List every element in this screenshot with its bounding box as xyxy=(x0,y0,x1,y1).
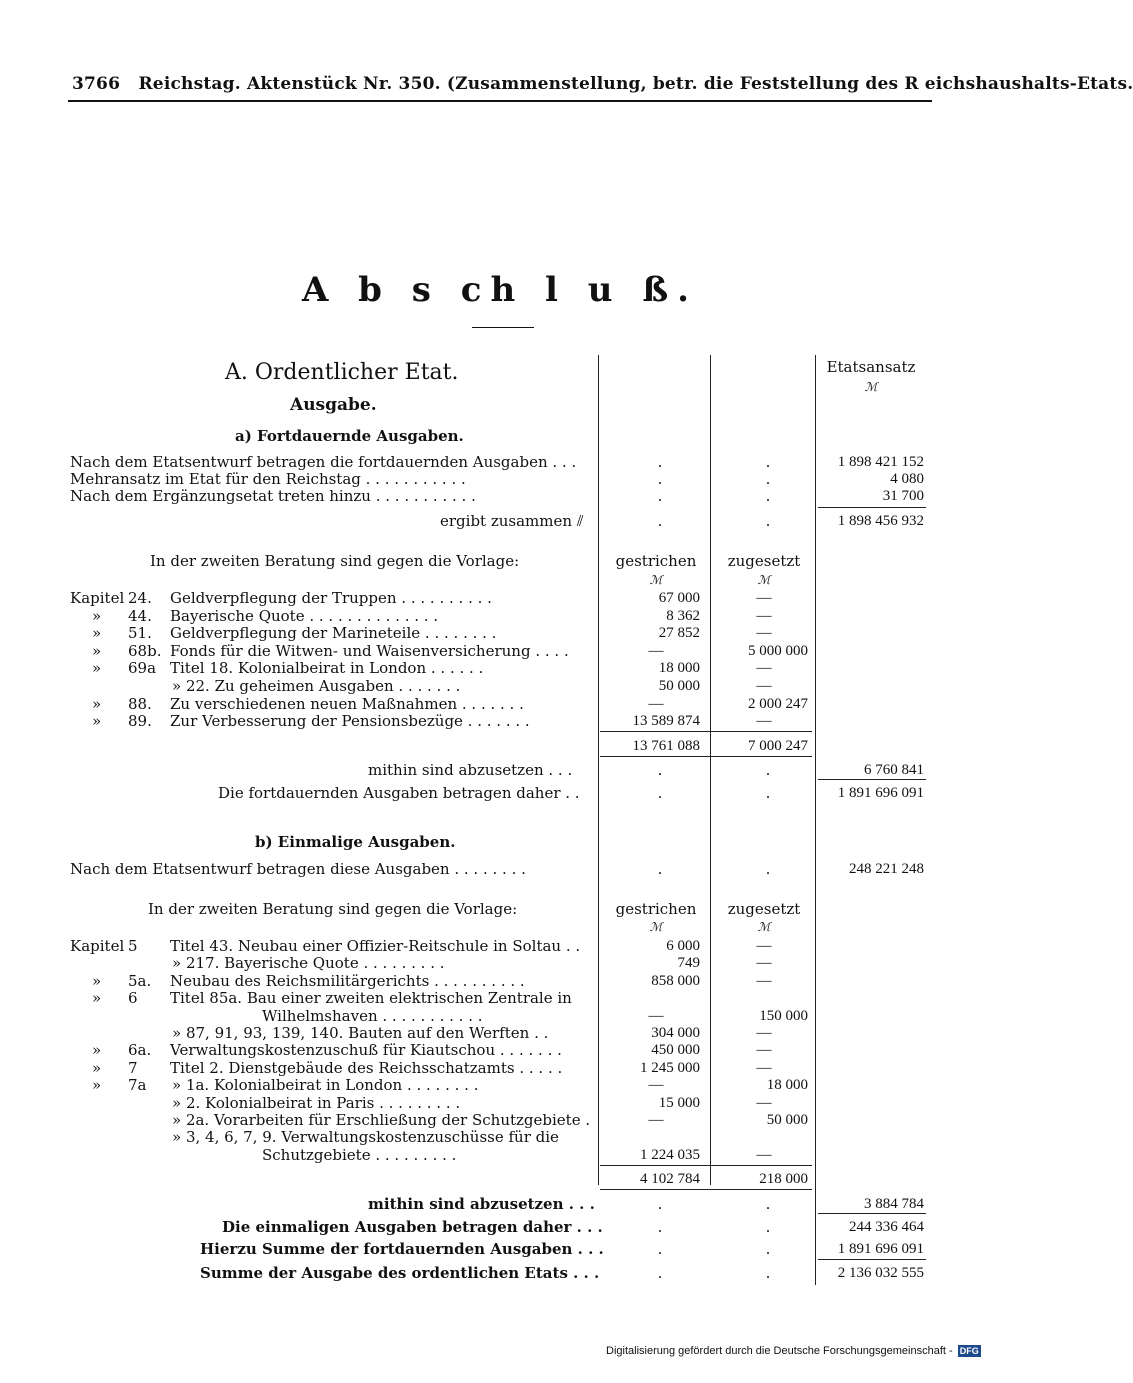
empty-dot: . xyxy=(657,453,663,471)
zugesetzt-value: 2 000 247 xyxy=(748,695,808,712)
empty-dot: . xyxy=(765,470,771,488)
sum-rule xyxy=(818,1259,926,1260)
zugesetzt-value: 50 000 xyxy=(766,1112,808,1128)
item-label: Geldverpflegung der Marineteile . . . . . . . . xyxy=(170,624,497,643)
item-label: Zur Verbesserung der Pensionsbezüge . . . . . . . xyxy=(170,712,530,731)
zugesetzt-value: — xyxy=(756,1025,772,1041)
part-a-title: a) Fortdauernde Ausgaben. xyxy=(235,427,464,445)
row-value: 4 080 xyxy=(890,471,924,487)
empty-dot: . xyxy=(657,1264,663,1282)
abzusetzen-label: mithin sind abzusetzen . . . xyxy=(368,1195,595,1213)
kapitel-marker: » xyxy=(92,659,102,678)
zugesetzt-value: — xyxy=(756,1059,772,1076)
summe-value: 2 136 032 555 xyxy=(837,1265,924,1281)
title-rule xyxy=(472,327,534,328)
zugesetzt-value: — xyxy=(756,607,772,624)
item-label: Zu verschiedenen neuen Maßnahmen . . . . . . . xyxy=(170,694,524,713)
kapitel-number: 69a xyxy=(128,659,157,678)
empty-dot: . xyxy=(765,512,771,530)
kapitel-marker: » xyxy=(92,1041,102,1060)
gestrichen-value: — xyxy=(648,1007,664,1024)
sum-gestrichen: 4 102 784 xyxy=(640,1171,700,1187)
gestrichen-value: 50 000 xyxy=(658,678,700,694)
item-label: » 2a. Vorarbeiten für Erschließung der Schutzgebiete . xyxy=(172,1111,591,1129)
unit-zugesetzt: ℳ xyxy=(757,920,771,934)
table-row xyxy=(0,937,1000,955)
kapitel-number: 7a xyxy=(128,1076,147,1095)
beratung-text-b: In der zweiten Beratung sind gegen die Vorlage: xyxy=(148,900,518,918)
gestrichen-value: 749 xyxy=(677,955,700,972)
item-label: Fonds für die Witwen- und Waisenversicherung . . . . xyxy=(170,641,569,660)
gestrichen-value: — xyxy=(648,642,664,659)
header-rule xyxy=(68,100,932,102)
gestrichen-value: 18 000 xyxy=(658,660,700,677)
table-row xyxy=(0,607,1000,625)
table-row xyxy=(0,589,1000,607)
zugesetzt-value: — xyxy=(756,678,772,694)
kapitel-number: 68b. xyxy=(128,641,162,660)
empty-dot: . xyxy=(765,1195,771,1213)
table-row xyxy=(0,1094,1000,1112)
empty-dot: . xyxy=(765,1264,771,1282)
footer xyxy=(606,1345,981,1357)
table-row xyxy=(0,1024,1000,1042)
table-row xyxy=(0,695,1000,713)
kapitel-marker: » xyxy=(92,1058,102,1077)
empty-dot: . xyxy=(765,1218,771,1236)
kapitel-marker: » xyxy=(92,606,102,625)
table-row xyxy=(0,860,1000,878)
item-label: Schutzgebiete . . . . . . . . . xyxy=(262,1145,457,1164)
col-gestrichen: gestrichen xyxy=(615,552,697,570)
sum-rule xyxy=(600,731,812,732)
empty-dot: . xyxy=(657,1218,663,1236)
gestrichen-value: 858 000 xyxy=(651,972,700,989)
page-number: 3766 xyxy=(72,74,121,94)
abzusetzen-value: 6 760 841 xyxy=(864,762,924,778)
empty-dot: . xyxy=(657,512,663,530)
empty-dot: . xyxy=(657,761,663,779)
summe-label: Summe der Ausgabe des ordentlichen Etats . . . xyxy=(200,1264,600,1282)
table-row xyxy=(0,1195,1000,1213)
etatsansatz-header: Etatsansatz xyxy=(826,358,916,376)
kapitel-number: 88. xyxy=(128,694,152,713)
sum-zugesetzt: 218 000 xyxy=(759,1171,808,1187)
zugesetzt-value: — xyxy=(756,955,772,972)
unit-gestrichen: ℳ xyxy=(649,573,663,587)
betragen-label: Die fortdauernden Ausgaben betragen daher . . xyxy=(218,784,580,802)
gestrichen-value: — xyxy=(648,1077,664,1094)
table-row xyxy=(0,453,1000,471)
table-row xyxy=(0,470,1000,488)
kapitel-number: 44. xyxy=(128,606,152,625)
item-label: » 87, 91, 93, 139, 140. Bauten auf den Werften . . xyxy=(172,1024,549,1042)
part-b-title: b) Einmalige Ausgaben. xyxy=(255,833,456,851)
gestrichen-value: 1 224 035 xyxy=(640,1146,700,1163)
beratung-text-a: In der zweiten Beratung sind gegen die Vorlage: xyxy=(150,552,520,570)
kapitel-number: 6 xyxy=(128,989,138,1008)
together-label: ergibt zusammen ⫽ xyxy=(440,512,584,530)
hierzu-label: Hierzu Summe der fortdauernden Ausgaben . . . xyxy=(200,1240,604,1258)
table-row xyxy=(0,784,1000,802)
header-text: Reichstag. Aktenstück Nr. 350. (Zusammenstellung, betr. die Feststellung des R eichshaushalts-Etats. xyxy=(138,74,1133,94)
zugesetzt-value: — xyxy=(756,660,772,677)
table-row xyxy=(0,487,1000,505)
row-label: Mehransatz im Etat für den Reichstag . . . . . . . . . . . xyxy=(70,470,466,488)
empty-dot: . xyxy=(657,860,663,878)
kapitel-marker: » xyxy=(92,624,102,643)
empty-dot: . xyxy=(765,1240,771,1258)
row-label: Nach dem Etatsentwurf betragen die fortdauernden Ausgaben . . . xyxy=(70,453,577,471)
col-zugesetzt: zugesetzt xyxy=(727,900,801,918)
kapitel-number: 6a. xyxy=(128,1041,152,1060)
kapitel-marker: » xyxy=(92,641,102,660)
empty-dot: . xyxy=(657,487,663,505)
dfg-logo: DFG xyxy=(959,1346,979,1357)
table-row xyxy=(0,972,1000,990)
section-a-title: A. Ordentlicher Etat. xyxy=(225,360,459,385)
table-row xyxy=(0,624,1000,642)
gestrichen-value: 8 362 xyxy=(666,607,700,624)
table-row xyxy=(0,1240,1000,1258)
table-row xyxy=(0,512,1000,530)
sum-rule xyxy=(600,1165,812,1166)
entwurf-value: 248 221 248 xyxy=(849,861,924,877)
zugesetzt-value: 150 000 xyxy=(759,1007,808,1024)
table-row xyxy=(0,989,1000,1007)
empty-dot: . xyxy=(765,761,771,779)
sum-rule xyxy=(818,779,926,780)
item-label: Wilhelmshaven . . . . . . . . . . . xyxy=(262,1006,483,1025)
item-label: Titel 2. Dienstgebäude des Reichsschatzamts . . . . . xyxy=(170,1058,563,1077)
zugesetzt-value: — xyxy=(756,713,772,730)
table-row xyxy=(0,737,1000,755)
hierzu-value: 1 891 696 091 xyxy=(837,1241,924,1257)
gestrichen-value: 1 245 000 xyxy=(640,1059,700,1076)
empty-dot: . xyxy=(765,453,771,471)
kapitel-marker: » xyxy=(92,1076,102,1095)
kapitel-number: 89. xyxy=(128,712,152,731)
entwurf-label: Nach dem Etatsentwurf betragen diese Ausgaben . . . . . . . . xyxy=(70,860,526,878)
einmalig-label: Die einmaligen Ausgaben betragen daher . . . xyxy=(222,1218,603,1236)
table-row xyxy=(0,1041,1000,1059)
item-label: Bayerische Quote . . . . . . . . . . . . . . xyxy=(170,606,439,625)
table-row xyxy=(0,1170,1000,1188)
empty-dot: . xyxy=(657,784,663,802)
col-gestrichen: gestrichen xyxy=(615,900,697,918)
table-row xyxy=(0,1264,1000,1282)
page-title: A b s ch l u ß. xyxy=(301,270,699,310)
empty-dot: . xyxy=(657,1195,663,1213)
gestrichen-value: 450 000 xyxy=(651,1042,700,1059)
unit-gestrichen: ℳ xyxy=(649,920,663,934)
zugesetzt-value: — xyxy=(756,972,772,989)
row-label: Nach dem Ergänzungsetat treten hinzu . . . . . . . . . . . xyxy=(70,487,476,505)
item-label: Titel 85a. Bau einer zweiten elektrischen Zentrale in xyxy=(170,989,572,1008)
kapitel-marker: Kapitel xyxy=(70,589,125,607)
table-row xyxy=(0,761,1000,779)
kapitel-number: 24. xyxy=(128,589,152,607)
section-a-subtitle: Ausgabe. xyxy=(290,395,377,415)
empty-dot: . xyxy=(765,860,771,878)
item-label: Titel 18. Kolonialbeirat in London . . . . . . xyxy=(170,659,484,678)
table-row xyxy=(0,1059,1000,1077)
kapitel-marker: » xyxy=(92,694,102,713)
kapitel-marker: » xyxy=(92,989,102,1008)
item-label: » 22. Zu geheimen Ausgaben . . . . . . . xyxy=(172,677,461,695)
zugesetzt-value: — xyxy=(756,1042,772,1059)
kapitel-number: 5a. xyxy=(128,971,152,990)
sum-rule xyxy=(600,756,812,757)
col-zugesetzt: zugesetzt xyxy=(727,552,801,570)
item-label: » 3, 4, 6, 7, 9. Verwaltungskostenzuschüsse für die xyxy=(172,1128,559,1147)
empty-dot: . xyxy=(657,470,663,488)
table-row xyxy=(0,659,1000,677)
table-row xyxy=(0,1218,1000,1236)
kapitel-marker: » xyxy=(92,712,102,731)
table-row xyxy=(0,712,1000,730)
table-row xyxy=(0,1146,1000,1164)
kapitel-number: 51. xyxy=(128,624,152,643)
empty-dot: . xyxy=(765,487,771,505)
zugesetzt-value: 18 000 xyxy=(766,1077,808,1094)
row-value: 31 700 xyxy=(882,488,924,504)
zugesetzt-value: — xyxy=(756,1146,772,1163)
sum-rule xyxy=(600,1189,812,1190)
table-row xyxy=(0,1111,1000,1129)
table-row xyxy=(0,1128,1000,1146)
zugesetzt-value: — xyxy=(756,938,772,954)
gestrichen-value: 304 000 xyxy=(651,1025,700,1041)
row-value: 1 898 421 152 xyxy=(837,454,924,470)
table-row xyxy=(0,642,1000,660)
kapitel-number: 7 xyxy=(128,1058,138,1077)
running-header xyxy=(72,74,1133,94)
item-label: » 217. Bayerische Quote . . . . . . . . . xyxy=(172,954,445,973)
item-label: Neubau des Reichsmilitärgerichts . . . . . . . . . . xyxy=(170,971,525,990)
item-label: Geldverpflegung der Truppen . . . . . . . . . . xyxy=(170,589,492,607)
etatsansatz-unit: ℳ xyxy=(864,380,878,394)
zugesetzt-value: — xyxy=(756,625,772,642)
item-label: » 2. Kolonialbeirat in Paris . . . . . . . . . xyxy=(172,1093,461,1112)
item-label: » 1a. Kolonialbeirat in London . . . . . . . . xyxy=(172,1076,479,1095)
footer-text: Digitalisierung gefördert durch die Deutsche Forschungsgemeinschaft - xyxy=(606,1345,953,1357)
gestrichen-value: 15 000 xyxy=(658,1094,700,1111)
table-row xyxy=(0,677,1000,695)
table-row xyxy=(0,1076,1000,1094)
gestrichen-value: 27 852 xyxy=(658,625,700,642)
betragen-value: 1 891 696 091 xyxy=(837,785,924,801)
kapitel-marker: Kapitel xyxy=(70,937,125,955)
sum-rule xyxy=(818,1213,926,1214)
empty-dot: . xyxy=(657,1240,663,1258)
item-label: Titel 43. Neubau einer Offizier-Reitschule in Soltau . . xyxy=(170,937,581,955)
sum-zugesetzt: 7 000 247 xyxy=(748,738,808,754)
table-row xyxy=(0,1007,1000,1025)
item-label: Verwaltungskostenzuschuß für Kiautschou . . . . . . . xyxy=(170,1041,562,1060)
empty-dot: . xyxy=(765,784,771,802)
gestrichen-value: — xyxy=(648,1112,664,1128)
gestrichen-value: 67 000 xyxy=(658,590,700,606)
abzusetzen-label: mithin sind abzusetzen . . . xyxy=(368,761,573,779)
kapitel-number: 5 xyxy=(128,937,138,955)
sum-gestrichen: 13 761 088 xyxy=(632,738,700,754)
gestrichen-value: 13 589 874 xyxy=(632,713,700,730)
abzusetzen-value: 3 884 784 xyxy=(864,1196,924,1212)
einmalig-value: 244 336 464 xyxy=(849,1219,924,1235)
gestrichen-value: 6 000 xyxy=(666,938,700,954)
zugesetzt-value: — xyxy=(756,1094,772,1111)
unit-zugesetzt: ℳ xyxy=(757,573,771,587)
zugesetzt-value: 5 000 000 xyxy=(748,642,808,659)
together-value: 1 898 456 932 xyxy=(837,513,924,529)
zugesetzt-value: — xyxy=(756,590,772,606)
sum-rule xyxy=(818,507,926,508)
table-row xyxy=(0,954,1000,972)
gestrichen-value: — xyxy=(648,695,664,712)
kapitel-marker: » xyxy=(92,971,102,990)
